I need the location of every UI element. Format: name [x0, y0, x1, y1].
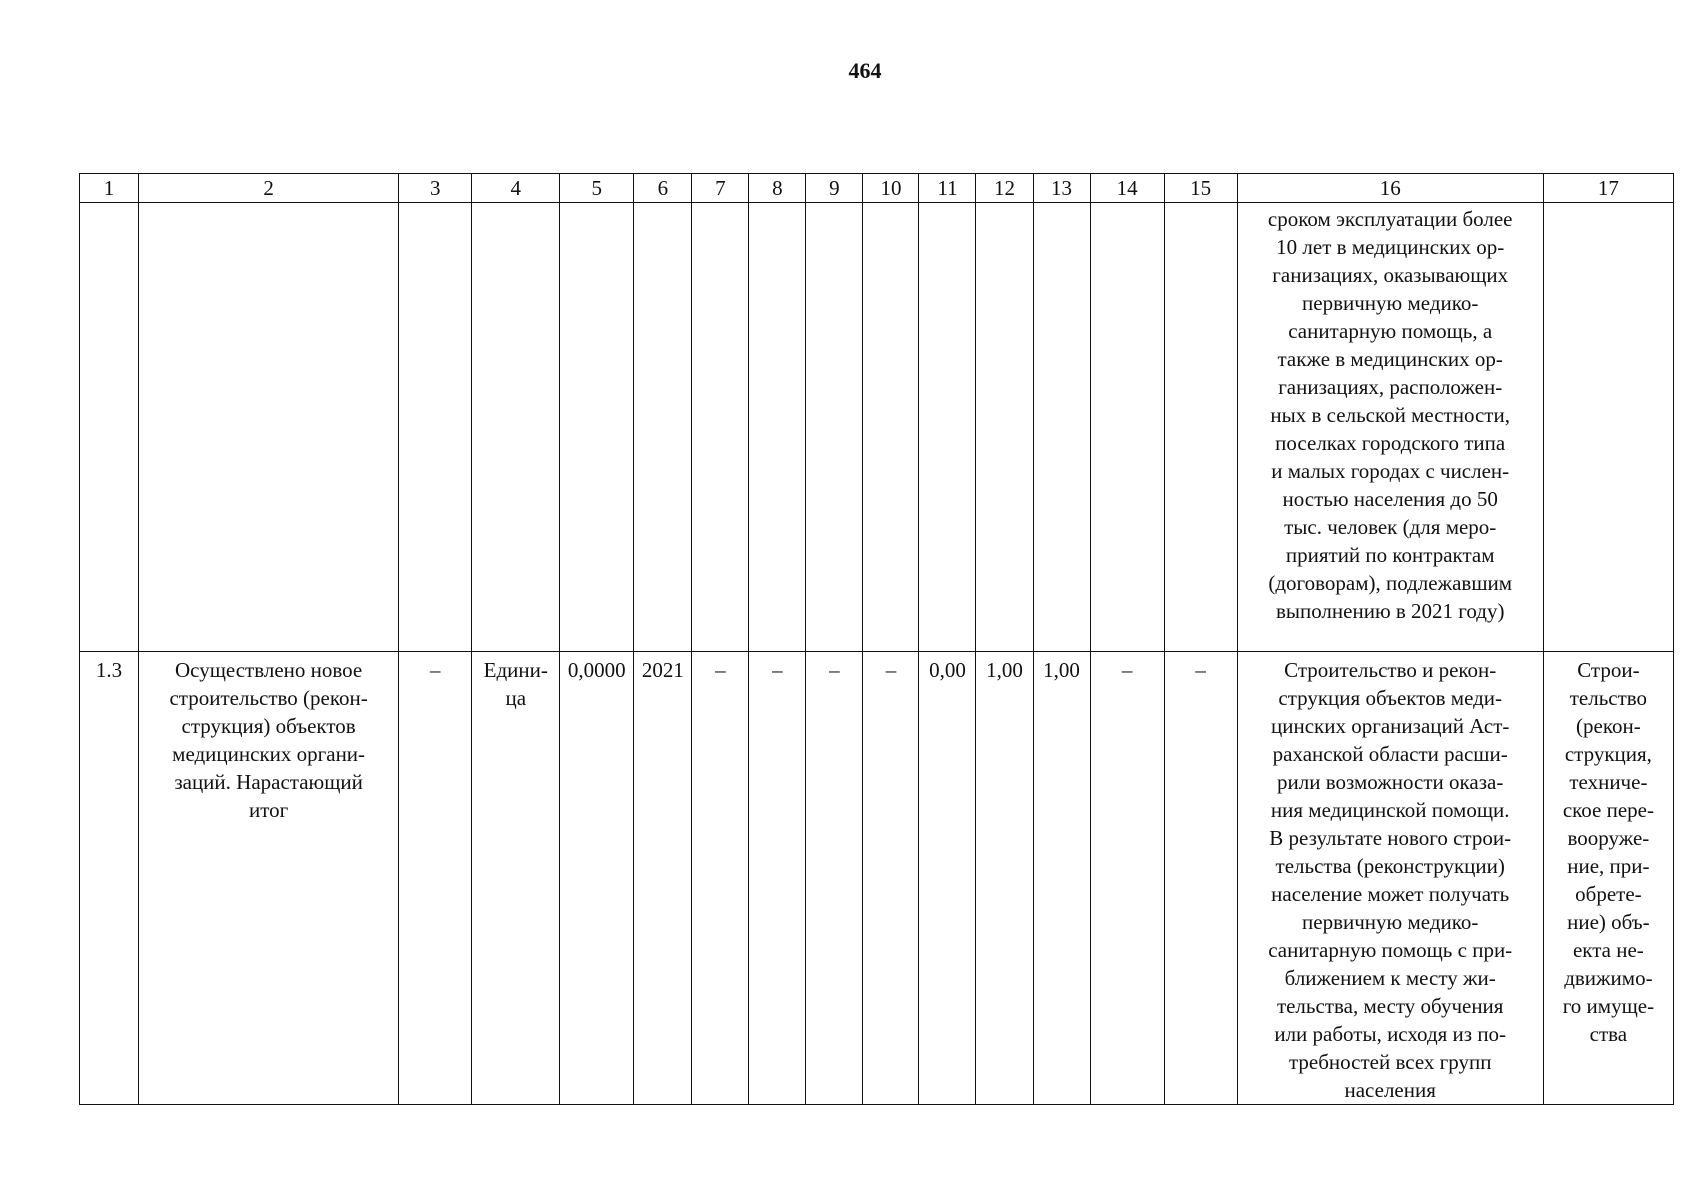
- row-number: 1.3: [80, 652, 139, 1105]
- cont-cell-12: [976, 203, 1033, 652]
- cont-cell-17: [1543, 203, 1673, 652]
- header-col-2: 2: [139, 174, 399, 203]
- cont-description: сроком эксплуатации более 10 лет в медицинских ор- ганизациях, оказывающих первичную медико- санитарную помощь, а также в медицинских ор- ганизациях, расположен- ных в сельской местности, поселках городского типа и малых городах с числен- ностью населения до 50 тыс. человек (для меро- приятий по контрактам (договорам), подлежавшим выполнению в 2021 году): [1237, 203, 1543, 652]
- indicator-table: [79, 173, 1674, 1105]
- header-col-15: 15: [1164, 174, 1237, 203]
- cell-col-13: 1,00: [1033, 652, 1090, 1105]
- cont-cell-7: [692, 203, 749, 652]
- indicator-name: Осуществлено новое строительство (рекон- струкция) объектов медицинских органи- заций. Нарастающий итог: [139, 652, 399, 1105]
- header-col-1: 1: [80, 174, 139, 203]
- header-col-12: 12: [976, 174, 1033, 203]
- cell-col-3: –: [399, 652, 472, 1105]
- cell-col-9: –: [806, 652, 863, 1105]
- cell-col-10: –: [863, 652, 919, 1105]
- table-row-1-3: [80, 652, 1674, 1105]
- header-col-10: 10: [863, 174, 919, 203]
- header-col-16: 16: [1237, 174, 1543, 203]
- cell-col-11: 0,00: [919, 652, 976, 1105]
- result-description: Строительство и рекон- струкция объектов меди- цинских организаций Аст- раханской области расши- рили возможности оказа- ния медицинской помощи. В результате нового строи- тельства (реконструкции) население может получать первичную медико- санитарную помощь с при- ближением к месту жи- тельства, месту обучения или работы, исходя из по- требностей всех групп населения: [1237, 652, 1543, 1105]
- header-col-5: 5: [560, 174, 634, 203]
- base-value: 0,0000: [560, 652, 634, 1105]
- header-col-6: 6: [634, 174, 692, 203]
- cont-cell-11: [919, 203, 976, 652]
- header-col-11: 11: [919, 174, 976, 203]
- cont-cell-4: [472, 203, 560, 652]
- header-col-7: 7: [692, 174, 749, 203]
- cont-cell-2: [139, 203, 399, 652]
- cell-col-14: –: [1090, 652, 1164, 1105]
- page-number: 464: [848, 58, 882, 83]
- cell-col-12: 1,00: [976, 652, 1033, 1105]
- header-col-9: 9: [806, 174, 863, 203]
- result-type: Строи- тельство (рекон- струкция, техниче- ское пере- вооруже- ние, при- обрете- ние) объ- екта не- движимо- го имуще- ства: [1543, 652, 1673, 1105]
- cont-cell-3: [399, 203, 472, 652]
- header-row: [80, 174, 1674, 203]
- header-col-4: 4: [472, 174, 560, 203]
- base-year: 2021: [634, 652, 692, 1105]
- cont-cell-5: [560, 203, 634, 652]
- cont-cell-8: [749, 203, 806, 652]
- cell-col-15: –: [1164, 652, 1237, 1105]
- continuation-row: [80, 203, 1674, 652]
- header-col-3: 3: [399, 174, 472, 203]
- cont-cell-6: [634, 203, 692, 652]
- header-col-14: 14: [1090, 174, 1164, 203]
- header-col-17: 17: [1543, 174, 1673, 203]
- unit-of-measure: Едини- ца: [472, 652, 560, 1105]
- cell-col-8: –: [749, 652, 806, 1105]
- header-col-8: 8: [749, 174, 806, 203]
- cont-cell-1: [80, 203, 139, 652]
- header-col-13: 13: [1033, 174, 1090, 203]
- cont-cell-9: [806, 203, 863, 652]
- cont-cell-13: [1033, 203, 1090, 652]
- cont-cell-14: [1090, 203, 1164, 652]
- cont-cell-10: [863, 203, 919, 652]
- cont-cell-15: [1164, 203, 1237, 652]
- cell-col-7: –: [692, 652, 749, 1105]
